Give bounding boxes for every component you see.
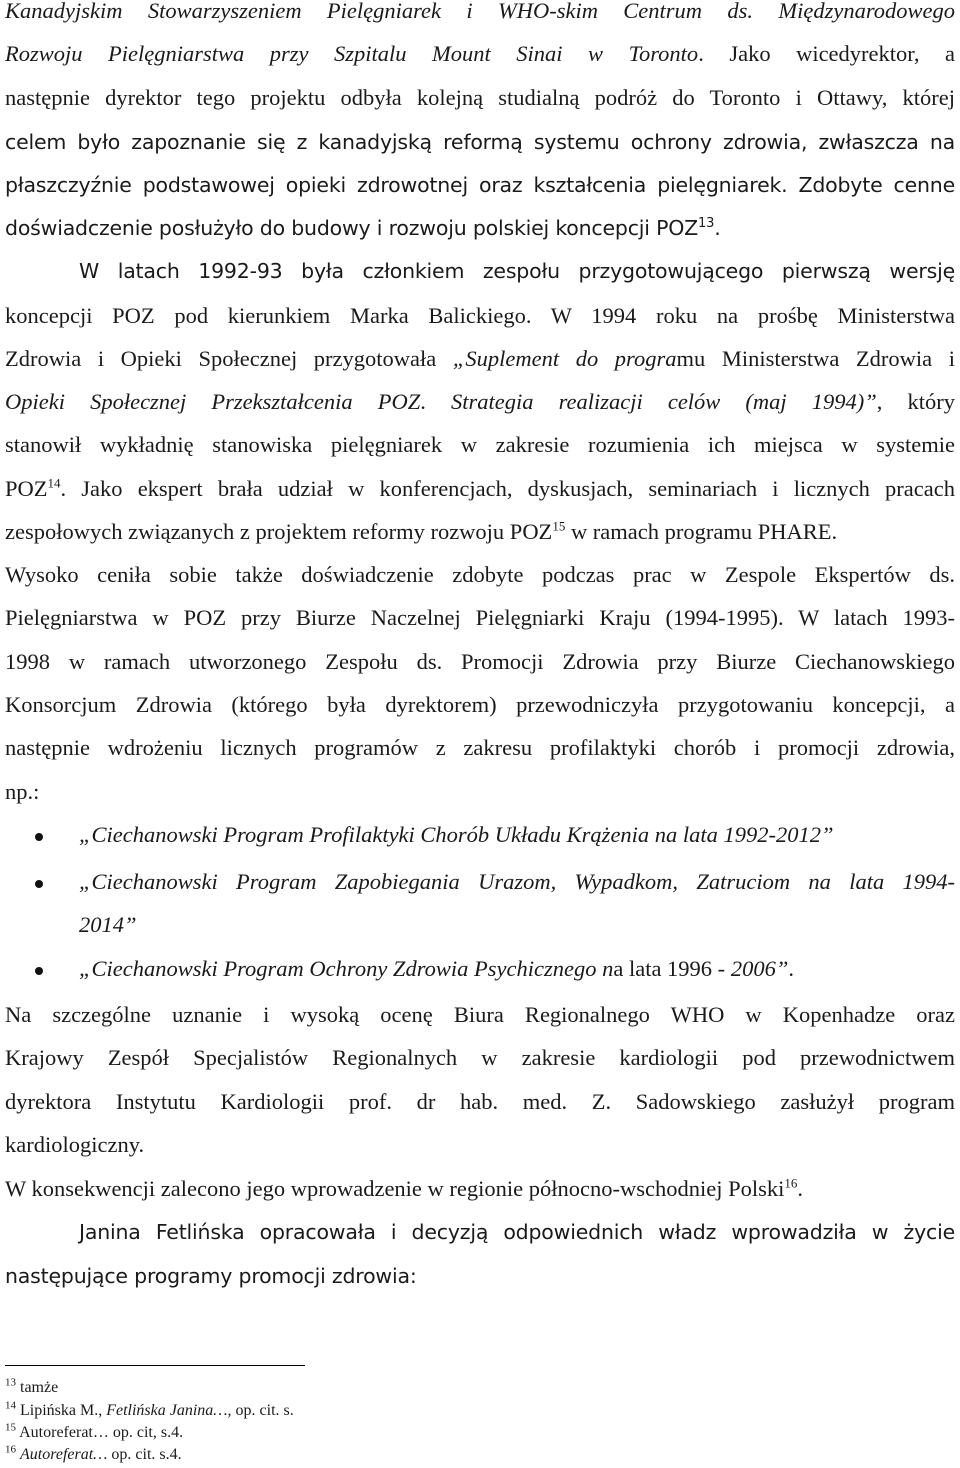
text-span: . <box>420 389 451 414</box>
list-item <box>79 822 834 848</box>
text-span: , który <box>876 389 956 414</box>
text-span: . Jako wicedyrektor, a <box>698 41 955 66</box>
footnote-ref: 15 <box>552 518 566 534</box>
footnote <box>5 1421 184 1442</box>
text-span: zespołowych związanych z projektem reformy rozwoju POZ <box>5 519 553 544</box>
italic-text: 2014” <box>79 912 137 937</box>
text-line <box>79 1220 955 1244</box>
text-span: np.: <box>5 779 40 804</box>
text-span: kardiologiczny. <box>5 1132 145 1157</box>
text-line <box>5 649 955 675</box>
list-item <box>79 956 794 982</box>
footnote-ref: 13 <box>698 216 715 232</box>
text-span: Janina Fetlińska opracowała i decyzją odpowiednich władz wprowadziła w życie <box>79 1220 955 1244</box>
text-span: W konsekwencji zalecono jego wprowadzenie w regionie północno-wschodniej Polski <box>5 1176 785 1201</box>
italic-text: Kanadyjskim Stowarzyszeniem Pielęgniarek i WHO-skim Centrum ds. Międzynarodowego <box>5 0 955 23</box>
footnote-ref: 16 <box>784 1175 798 1191</box>
footnote-number: 14 <box>5 1399 16 1412</box>
italic-text: „Suplement do progra <box>452 346 677 371</box>
text-span: . Jako ekspert brała udział w konferencjach, dyskusjach, seminariach i licznych pracach <box>60 476 955 501</box>
text-line <box>79 259 955 283</box>
footnote <box>5 1443 182 1464</box>
text-span: POZ <box>5 476 48 501</box>
text-line <box>5 216 721 240</box>
footnote-ref: 14 <box>47 475 61 491</box>
text-line <box>5 562 955 588</box>
text-line <box>5 0 955 24</box>
text-line <box>5 173 955 197</box>
text-span: . <box>714 216 721 240</box>
text-line <box>5 1264 417 1288</box>
text-line <box>5 303 955 329</box>
text-line <box>5 41 955 67</box>
text-span: mu Ministerstwa Zdrowia i <box>676 346 955 371</box>
italic-text: „Ciechanowski Program Zapobiegania Urazom, Wypadkom, Zatruciom na lata 1994- <box>79 869 955 894</box>
text-span: a lata 1996 - <box>613 956 731 981</box>
footnote <box>5 1376 59 1397</box>
text-span: płaszczyźnie podstawowej opieki zdrowotnej oraz kształcenia pielęgniarek. Zdobyte cenne <box>5 173 955 197</box>
footnote-text: op. cit. s.4. <box>107 1446 182 1463</box>
text-span: Konsorcjum Zdrowia (którego była dyrektorem) przewodniczyła przygotowaniu koncepcji, a <box>5 692 955 717</box>
italic-text: 2006” <box>730 956 789 981</box>
text-line <box>5 605 955 631</box>
text-span: następujące programy promocji zdrowia: <box>5 1264 417 1288</box>
text-span: celem było zapoznanie się z kanadyjską reformą systemu ochrony zdrowia, zwłaszcza na <box>5 130 955 154</box>
list-item-continuation <box>79 912 137 938</box>
text-span: koncepcji POZ pod kierunkiem Marka Balickiego. W 1994 roku na prośbę Ministerstwa <box>5 303 955 328</box>
footnote <box>5 1399 294 1420</box>
text-span: stanowił wykładnię stanowiska pielęgniarek w zakresie rozumienia ich miejsca w systemie <box>5 432 955 457</box>
italic-text: „Ciechanowski Program Profilaktyki Chorób Układu Krążenia na lata 1992-2012” <box>79 822 834 847</box>
footnote-italic: Fetlińska Janina… <box>106 1402 228 1419</box>
footnote-number: 13 <box>5 1376 16 1389</box>
italic-text: Strategia realizacji celów (maj 1994)” <box>450 389 877 414</box>
text-line <box>5 432 955 458</box>
footnote-text: Autoreferat… op. cit, s.4. <box>19 1424 184 1441</box>
text-span: 1998 w ramach utworzonego Zespołu ds. Promocji Zdrowia przy Biurze Ciechanowskiego <box>5 649 955 674</box>
text-line <box>5 1176 803 1202</box>
footnote-text: , op. cit. s. <box>227 1402 294 1419</box>
bullet-icon <box>35 967 43 975</box>
text-span: Zdrowia i Opieki Społecznej przygotowała <box>5 346 453 371</box>
text-span: w ramach programu PHARE. <box>565 519 838 544</box>
text-span: następnie wdrożeniu licznych programów z zakresu profilaktyki chorób i promocji zdrowia, <box>5 735 955 760</box>
text-line <box>5 85 955 111</box>
footnote-text: tamże <box>20 1379 59 1396</box>
text-span: doświadczenie posłużyło do budowy i rozwoju polskiej koncepcji POZ <box>5 216 699 240</box>
footnote-italic: Autoreferat… <box>20 1446 108 1463</box>
text-span: Wysoko ceniła sobie także doświadczenie zdobyte podczas prac w Zespole Ekspertów ds. <box>5 562 955 587</box>
text-line <box>5 1002 955 1028</box>
text-span: dyrektora Instytutu Kardiologii prof. dr hab. med. Z. Sadowskiego zasłużył program <box>5 1089 955 1114</box>
footnote-text: Lipińska M., <box>20 1402 107 1419</box>
bullet-icon <box>35 880 43 888</box>
text-span: Krajowy Zespół Specjalistów Regionalnych w zakresie kardiologii pod przewodnictwem <box>5 1045 955 1070</box>
text-span: . <box>788 956 794 981</box>
footnote-number: 16 <box>5 1443 16 1456</box>
text-line <box>5 130 955 154</box>
text-span: . <box>797 1176 803 1201</box>
list-item <box>79 869 955 895</box>
text-span: W latach 1992-93 była członkiem zespołu przygotowującego pierwszą wersję <box>79 259 955 283</box>
bullet-icon <box>35 833 43 841</box>
text-line <box>5 1132 144 1158</box>
text-line <box>5 1045 955 1071</box>
text-line <box>5 519 837 545</box>
text-line <box>5 692 955 718</box>
footnote-separator <box>5 1365 305 1366</box>
text-line <box>5 476 955 502</box>
text-line <box>5 1089 955 1115</box>
footnote-number: 15 <box>5 1421 16 1434</box>
italic-text: Opieki Społecznej Przekształcenia POZ <box>5 389 421 414</box>
text-line <box>5 735 955 761</box>
italic-text: „Ciechanowski Program Ochrony Zdrowia Psychicznego n <box>79 956 614 981</box>
text-span: Pielęgniarstwa w POZ przy Biurze Naczelnej Pielęgniarki Kraju (1994-1995). W latach 1993- <box>5 605 955 630</box>
text-span: Na szczególne uznanie i wysoką ocenę Biura Regionalnego WHO w Kopenhadze oraz <box>5 1002 955 1027</box>
text-span: następnie dyrektor tego projektu odbyła kolejną studialną podróż do Toronto i Ottawy, której <box>5 85 955 110</box>
text-line <box>5 779 39 805</box>
text-line <box>5 346 955 372</box>
text-line <box>5 389 955 415</box>
italic-text: Rozwoju Pielęgniarstwa przy Szpitalu Mount Sinai w Toronto <box>5 41 699 66</box>
